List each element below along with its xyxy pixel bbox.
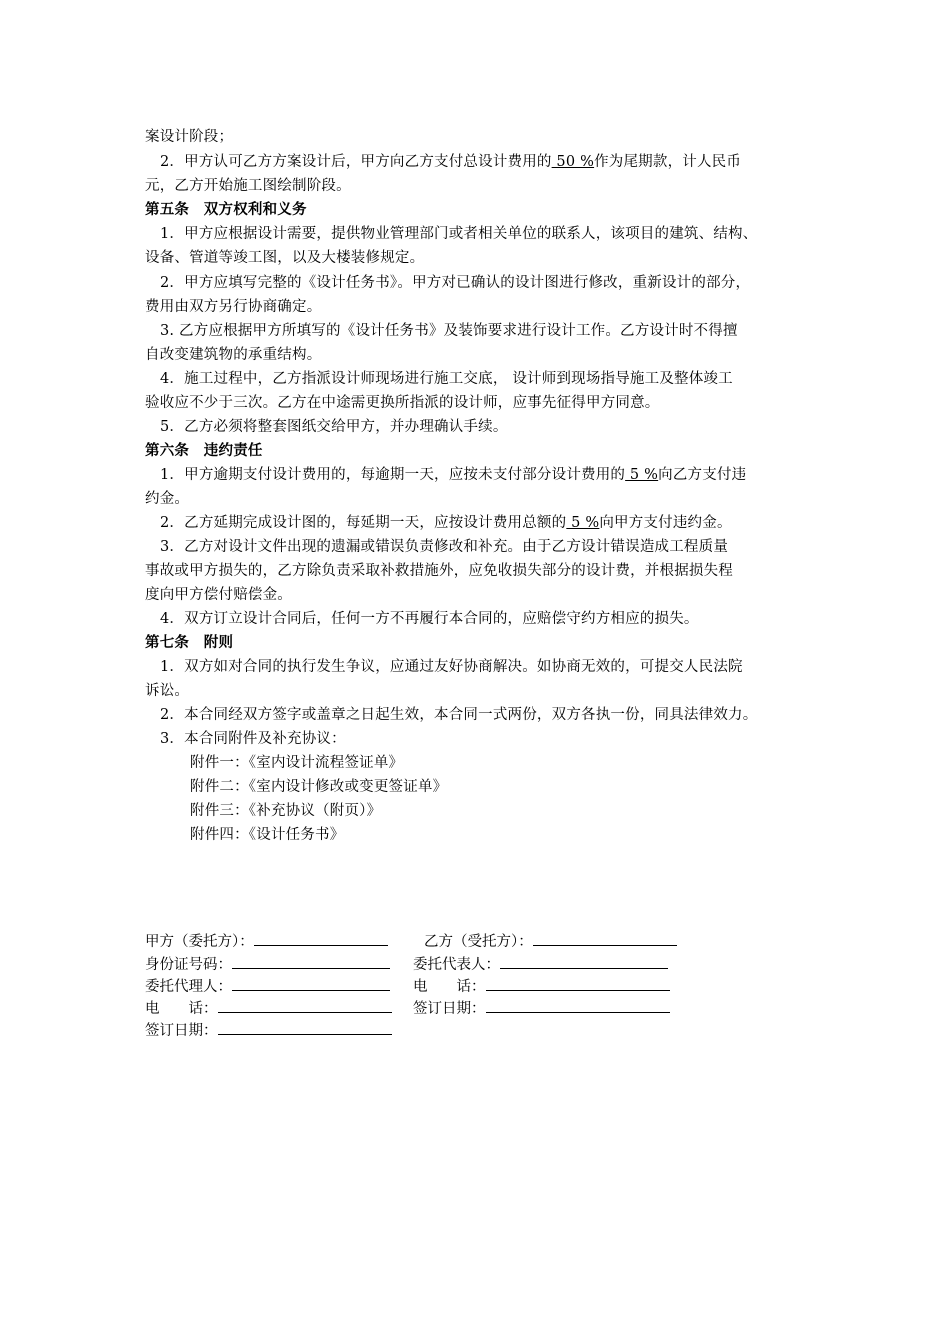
text-line: 度向甲方偿付赔偿金。 [145,587,292,603]
text-line [160,465,746,485]
article-5-heading: 第五条 双方权利和义务 [145,202,307,218]
date-b-label: 签订日期： [413,1001,486,1017]
id-number-label: 身份证号码： [145,957,232,973]
signature-row [413,954,668,975]
text: 案设计阶段； [145,129,234,145]
text: 元，乙方开始施工图绘制阶段。 [145,178,351,194]
text: 2．甲方认可乙方方案设计后，甲方向乙方支付总设计费用的 [160,154,552,170]
signature-row [145,954,390,975]
date-a-label: 签订日期： [145,1023,218,1039]
signature-row [145,976,390,997]
phone-a-label: 电 话： [145,1001,218,1017]
text-line: 3．乙方对设计文件出现的遗漏或错误负责修改和补充。由于乙方设计错误造成工程质量 [160,539,729,555]
text-line: 3. 乙方应根据甲方所填写的《设计任务书》及装饰要求进行设计工作。乙方设计时不得擅 [160,323,738,339]
signature-row [145,998,392,1019]
attachment-item: 附件三：《补充协议（附页）》 [190,803,382,819]
text-line: 自改变建筑物的承重结构。 [145,347,322,363]
party-a-field[interactable] [254,931,388,946]
representative-label: 委托代表人： [413,957,500,973]
article-6-heading: 第六条 违约责任 [145,443,263,459]
attachment-item: 附件一：《室内设计流程签证单》 [190,755,404,771]
text-line: 4．双方订立设计合同后，任何一方不再履行本合同的，应赔偿守约方相应的损失。 [160,611,699,627]
text: 向甲方支付违约金。 [599,515,732,531]
phone-b-label: 电 话： [413,979,486,995]
text: 作为尾期款，计人民币 [594,154,742,170]
text-line: 费用由双方另行协商确定。 [145,299,322,315]
text-line: 2．甲方应填写完整的《设计任务书》。甲方对已确认的设计图进行修改，重新设计的部分， [160,275,751,291]
text-line: 1．双方如对合同的执行发生争议，应通过友好协商解决。如协商无效的，可提交人民法院 [160,659,743,675]
signature-row [145,931,388,952]
text: 2．乙方延期完成设计图的，每延期一天，应按设计费用总额的 [160,515,567,531]
party-b-field[interactable] [533,931,677,946]
text-line [160,152,741,172]
id-number-field[interactable] [232,954,390,969]
date-a-field[interactable] [218,1020,392,1035]
text-line: 4．施工过程中，乙方指派设计师现场进行施工交底， 设计师到现场指导施工及整体竣工 [160,371,733,387]
party-b-label: 乙方（受托方）： [424,934,533,950]
attachment-item: 附件二：《室内设计修改或变更签证单》 [190,779,448,795]
signature-row [424,931,677,952]
signature-row [413,976,670,997]
text-line [160,513,732,533]
text-line: 设备、管道等竣工图，以及大楼装修规定。 [145,250,425,266]
representative-field[interactable] [500,954,668,969]
percent-value: 5 % [566,515,600,531]
signature-row [145,1020,392,1041]
text-line: 验收应不少于三次。乙方在中途需更换所指派的设计师，应事先征得甲方同意。 [145,395,660,411]
phone-b-field[interactable] [486,976,670,991]
text-line: 约金。 [145,491,190,507]
text-line [145,176,351,196]
agent-field[interactable] [232,976,390,991]
percent-value: 50 % [551,154,595,170]
date-b-field[interactable] [486,998,670,1013]
text-line: 诉讼。 [145,683,190,699]
percent-value: 5 % [625,467,659,483]
signature-row [413,998,670,1019]
text: 向乙方支付违 [658,467,747,483]
text-line: 1．甲方应根据设计需要，提供物业管理部门或者相关单位的联系人，该项目的建筑、结构、 [160,226,758,242]
phone-a-field[interactable] [218,998,392,1013]
party-a-label: 甲方（委托方）： [145,934,254,950]
article-7-heading: 第七条 附则 [145,635,234,651]
text-line: 3．本合同附件及补充协议： [160,731,346,747]
agent-label: 委托代理人： [145,979,232,995]
text-line: 2．本合同经双方签字或盖章之日起生效，本合同一式两份，双方各执一份，同具法律效力。 [160,707,758,723]
text-line [145,127,233,147]
text: 1．甲方逾期支付设计费用的，每逾期一天，应按未支付部分设计费用的 [160,467,626,483]
text-line: 事故或甲方损失的，乙方除负责采取补救措施外，应免收损失部分的设计费，并根据损失程 [145,563,733,579]
attachment-item: 附件四：《设计任务书》 [190,827,345,843]
text-line: 5．乙方必须将整套图纸交给甲方，并办理确认手续。 [160,419,508,435]
